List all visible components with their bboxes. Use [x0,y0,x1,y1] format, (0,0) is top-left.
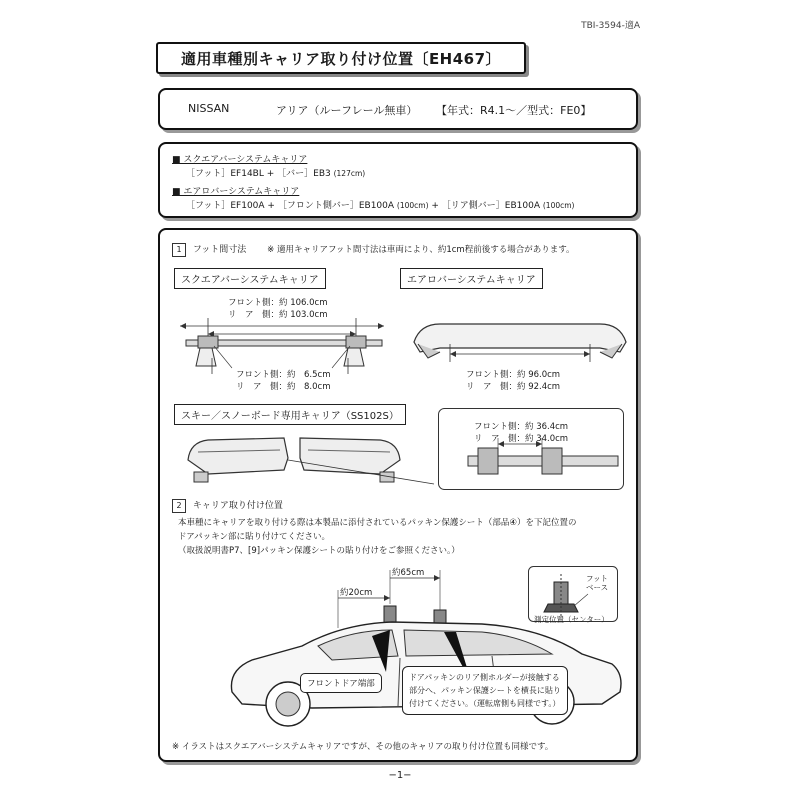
page-title: 適用車種別キャリア取り付け位置〔EH467〕 [156,42,526,74]
ski-carrier-illustration [184,430,414,490]
vehicle-spec: 【年式：R4.1〜／型式：FE0】 [436,104,592,117]
callout-line1: ドアパッキンのリア側ホルダーが接触する [409,673,560,682]
document-id: TBI-3594-適A [581,21,640,31]
aero-rear-dim: リ ア 側：約 92.4cm [466,382,561,392]
square-bar-label: スクエアバーシステムキャリア [174,268,326,289]
callout-line2: 部分へ、パッキン保護シートを横長に貼り [409,686,561,695]
illustration-footnote: ※ イラストはスクエアバーシステムキャリアですが、その他のキャリアの取り付け位置も同様です。 [172,742,554,752]
dim-20cm: 約20cm [340,588,373,598]
square-rear-dim2: リ ア 側：約 8.0cm [236,382,331,392]
square-size-text: (127cm) [333,169,366,178]
square-bar-illustration [172,318,392,378]
square-rear-dim: リ ア 側：約 103.0cm [228,310,328,320]
foot-base-line2: ベース [586,583,609,592]
ski-rear-dim: リ ア 側：約 34.0cm [474,434,569,444]
section2-line3: （取扱説明書P7、[9]パッキン保護シートの貼り付けをご参照ください。） [178,546,460,556]
square-parts-text: ［フット］EF14BL + ［バー］EB3 [186,169,331,179]
section2-title: キャリア取り付け位置 [192,501,283,511]
aero-size1-text: (100cm) [396,201,429,210]
vehicle-model-box [158,88,638,130]
callout-line3: 付けてください。（運転席側も同様です。） [409,699,561,708]
aero-carrier-parts [186,198,574,211]
page-number: −1− [388,770,412,781]
aero-bar-illustration [410,318,630,368]
front-door-edge-callout: フロントドア端部 [300,673,382,693]
ski-front-dim: フロント側：約 36.4cm [474,422,569,432]
vehicle-maker: NISSAN [188,102,230,115]
aero-parts-text: ［フット］EF100A + ［フロント側バー］EB100A [186,201,395,211]
section1-number: 1 [172,243,186,257]
vehicle-model: アリア（ルーフレール無車） [276,104,418,117]
aero-parts2-text: + ［リア側バー］EB100A [431,201,540,211]
carrier-list-box [158,142,638,218]
aero-size2-text: (100cm) [542,201,575,210]
section2-number: 2 [172,499,186,513]
foot-base-label [586,574,608,592]
section1-header [172,242,575,257]
aero-front-dim: フロント側：約 96.0cm [466,370,561,380]
packing-sheet-callout [402,666,568,715]
section2-line1: 本車種にキャリアを取り付ける際は本製品に添付されているパッキン保護シート（部品④）を下記位置の [178,518,577,528]
aero-bar-label: エアロバーシステムキャリア [400,268,543,289]
foot-base-line1: フット [586,574,608,583]
square-front-dim: フロント側：約 106.0cm [228,298,328,308]
aero-carrier-title: ■ エアロバーシステムキャリア [172,187,300,197]
section1-note: ※ 適用キャリアフット間寸法は車両により、約1cm程前後する場合があります。 [267,245,575,255]
measure-position-label: 測定位置（センター） [534,615,609,624]
ski-carrier-label: スキー／スノーボード専用キャリア（SS102S） [174,404,406,425]
square-carrier-parts [186,166,365,179]
square-front-dim2: フロント側：約 6.5cm [236,370,331,380]
section2-header [172,498,283,513]
section2-line2: ドアパッキン部に貼り付けてください。 [178,532,330,542]
section1-title: フット間寸法 [192,245,247,255]
dim-65cm: 約65cm [392,568,425,578]
square-carrier-title: ■ スクエアバーシステムキャリア [172,155,308,165]
